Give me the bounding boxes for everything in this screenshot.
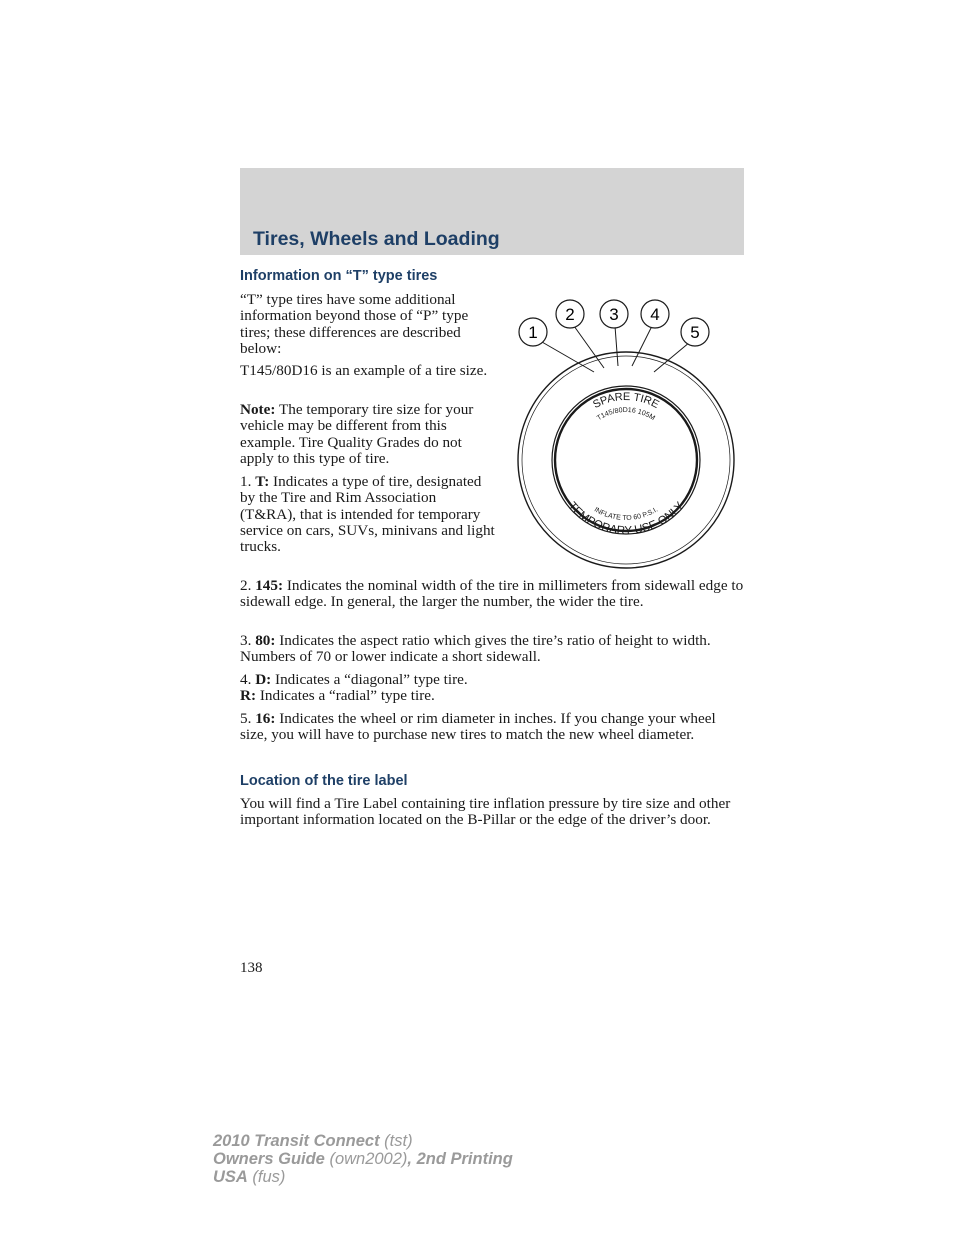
- svg-text:3: 3: [609, 305, 619, 324]
- item-key: 16:: [255, 710, 276, 727]
- item-number: 5.: [240, 710, 256, 727]
- document-footer: [213, 1132, 513, 1186]
- item-key: R:: [240, 687, 257, 705]
- item-text: Indicates the aspect ratio which gives the tire’s ratio of height to width. Numbers of 70 or lower indicate a short sidewall.: [240, 632, 711, 666]
- footer-market-code: (fus): [247, 1168, 286, 1186]
- list-item-3: [240, 633, 744, 666]
- heading-t-type-tires: Information on “T” type tires: [240, 268, 438, 284]
- svg-text:4: 4: [650, 305, 660, 324]
- tire-sidewall-diagram: [512, 296, 744, 586]
- footer-model-code: (tst): [379, 1132, 413, 1150]
- callout-1: [519, 318, 547, 346]
- intro-paragraph: “T” type tires have some additional information beyond those of “P” type tires; these differences are described below:: [240, 291, 469, 357]
- page-number: 138: [240, 960, 263, 976]
- svg-text:5: 5: [690, 323, 700, 342]
- item-text: Indicates a “radial” type tire.: [256, 687, 435, 705]
- item-text: Indicates the nominal width of the tire in millimeters from sidewall edge to sidewall edge. In general, the larger the number, the wider the tire.: [240, 577, 744, 611]
- chapter-title: Tires, Wheels and Loading: [253, 228, 500, 250]
- callout-5: [681, 318, 709, 346]
- temporary-use-label: TEMPORARY USE ONLY: [565, 500, 687, 538]
- list-item-1: [240, 474, 495, 555]
- svg-text:2: 2: [565, 305, 575, 324]
- list-item-4: [240, 672, 744, 705]
- note-paragraph: [240, 402, 495, 467]
- footer-guide: Owners Guide: [213, 1150, 325, 1168]
- callout-3: [600, 300, 628, 328]
- item-text: Indicates a type of tire, designated by the Tire and Rim Association (T&RA), that is intended for temporary service on cars, SUVs, minivans and light trucks.: [240, 473, 495, 556]
- item-key: 145:: [255, 577, 284, 594]
- inflate-label: INFLATE TO 60 P.S.I.: [592, 506, 660, 523]
- item-number: 2.: [240, 577, 256, 594]
- list-item-5: [240, 711, 744, 744]
- item-key: D:: [255, 671, 272, 688]
- note-label: Note:: [240, 401, 276, 418]
- note-text: The temporary tire size for your vehicle may be different from this example. Tire Quality Grades do not apply to this type of tire.: [240, 401, 474, 467]
- item-key: T:: [255, 473, 270, 490]
- callout-2: [556, 300, 584, 328]
- item-text: Indicates the wheel or rim diameter in inches. If you change your wheel size, you will have to purchase new tires to match the new wheel diameter.: [240, 710, 716, 744]
- footer-printing: , 2nd Printing: [407, 1150, 513, 1168]
- item-number: 4.: [240, 671, 256, 688]
- section-header-band: [240, 168, 744, 255]
- item-number: 3.: [240, 632, 256, 649]
- footer-market: USA: [213, 1168, 248, 1186]
- example-paragraph: T145/80D16 is an example of a tire size.: [240, 362, 488, 379]
- tire-size-label: T145/80D16 105M: [595, 406, 656, 423]
- item-key: 80:: [255, 632, 276, 649]
- item-number: 1.: [240, 473, 256, 490]
- callout-4: [641, 300, 669, 328]
- tire-label-paragraph: You will find a Tire Label containing tire inflation pressure by tire size and other important information located on the B-Pillar or the edge of the driver’s door.: [240, 795, 731, 829]
- item-text: Indicates a “diagonal” type tire.: [271, 671, 468, 688]
- spare-tire-label: SPARE TIRE: [591, 390, 661, 412]
- heading-tire-label-location: Location of the tire label: [240, 773, 408, 789]
- footer-guide-code: (own2002): [324, 1150, 408, 1168]
- svg-text:1: 1: [528, 323, 538, 342]
- footer-model: 2010 Transit Connect: [213, 1132, 380, 1150]
